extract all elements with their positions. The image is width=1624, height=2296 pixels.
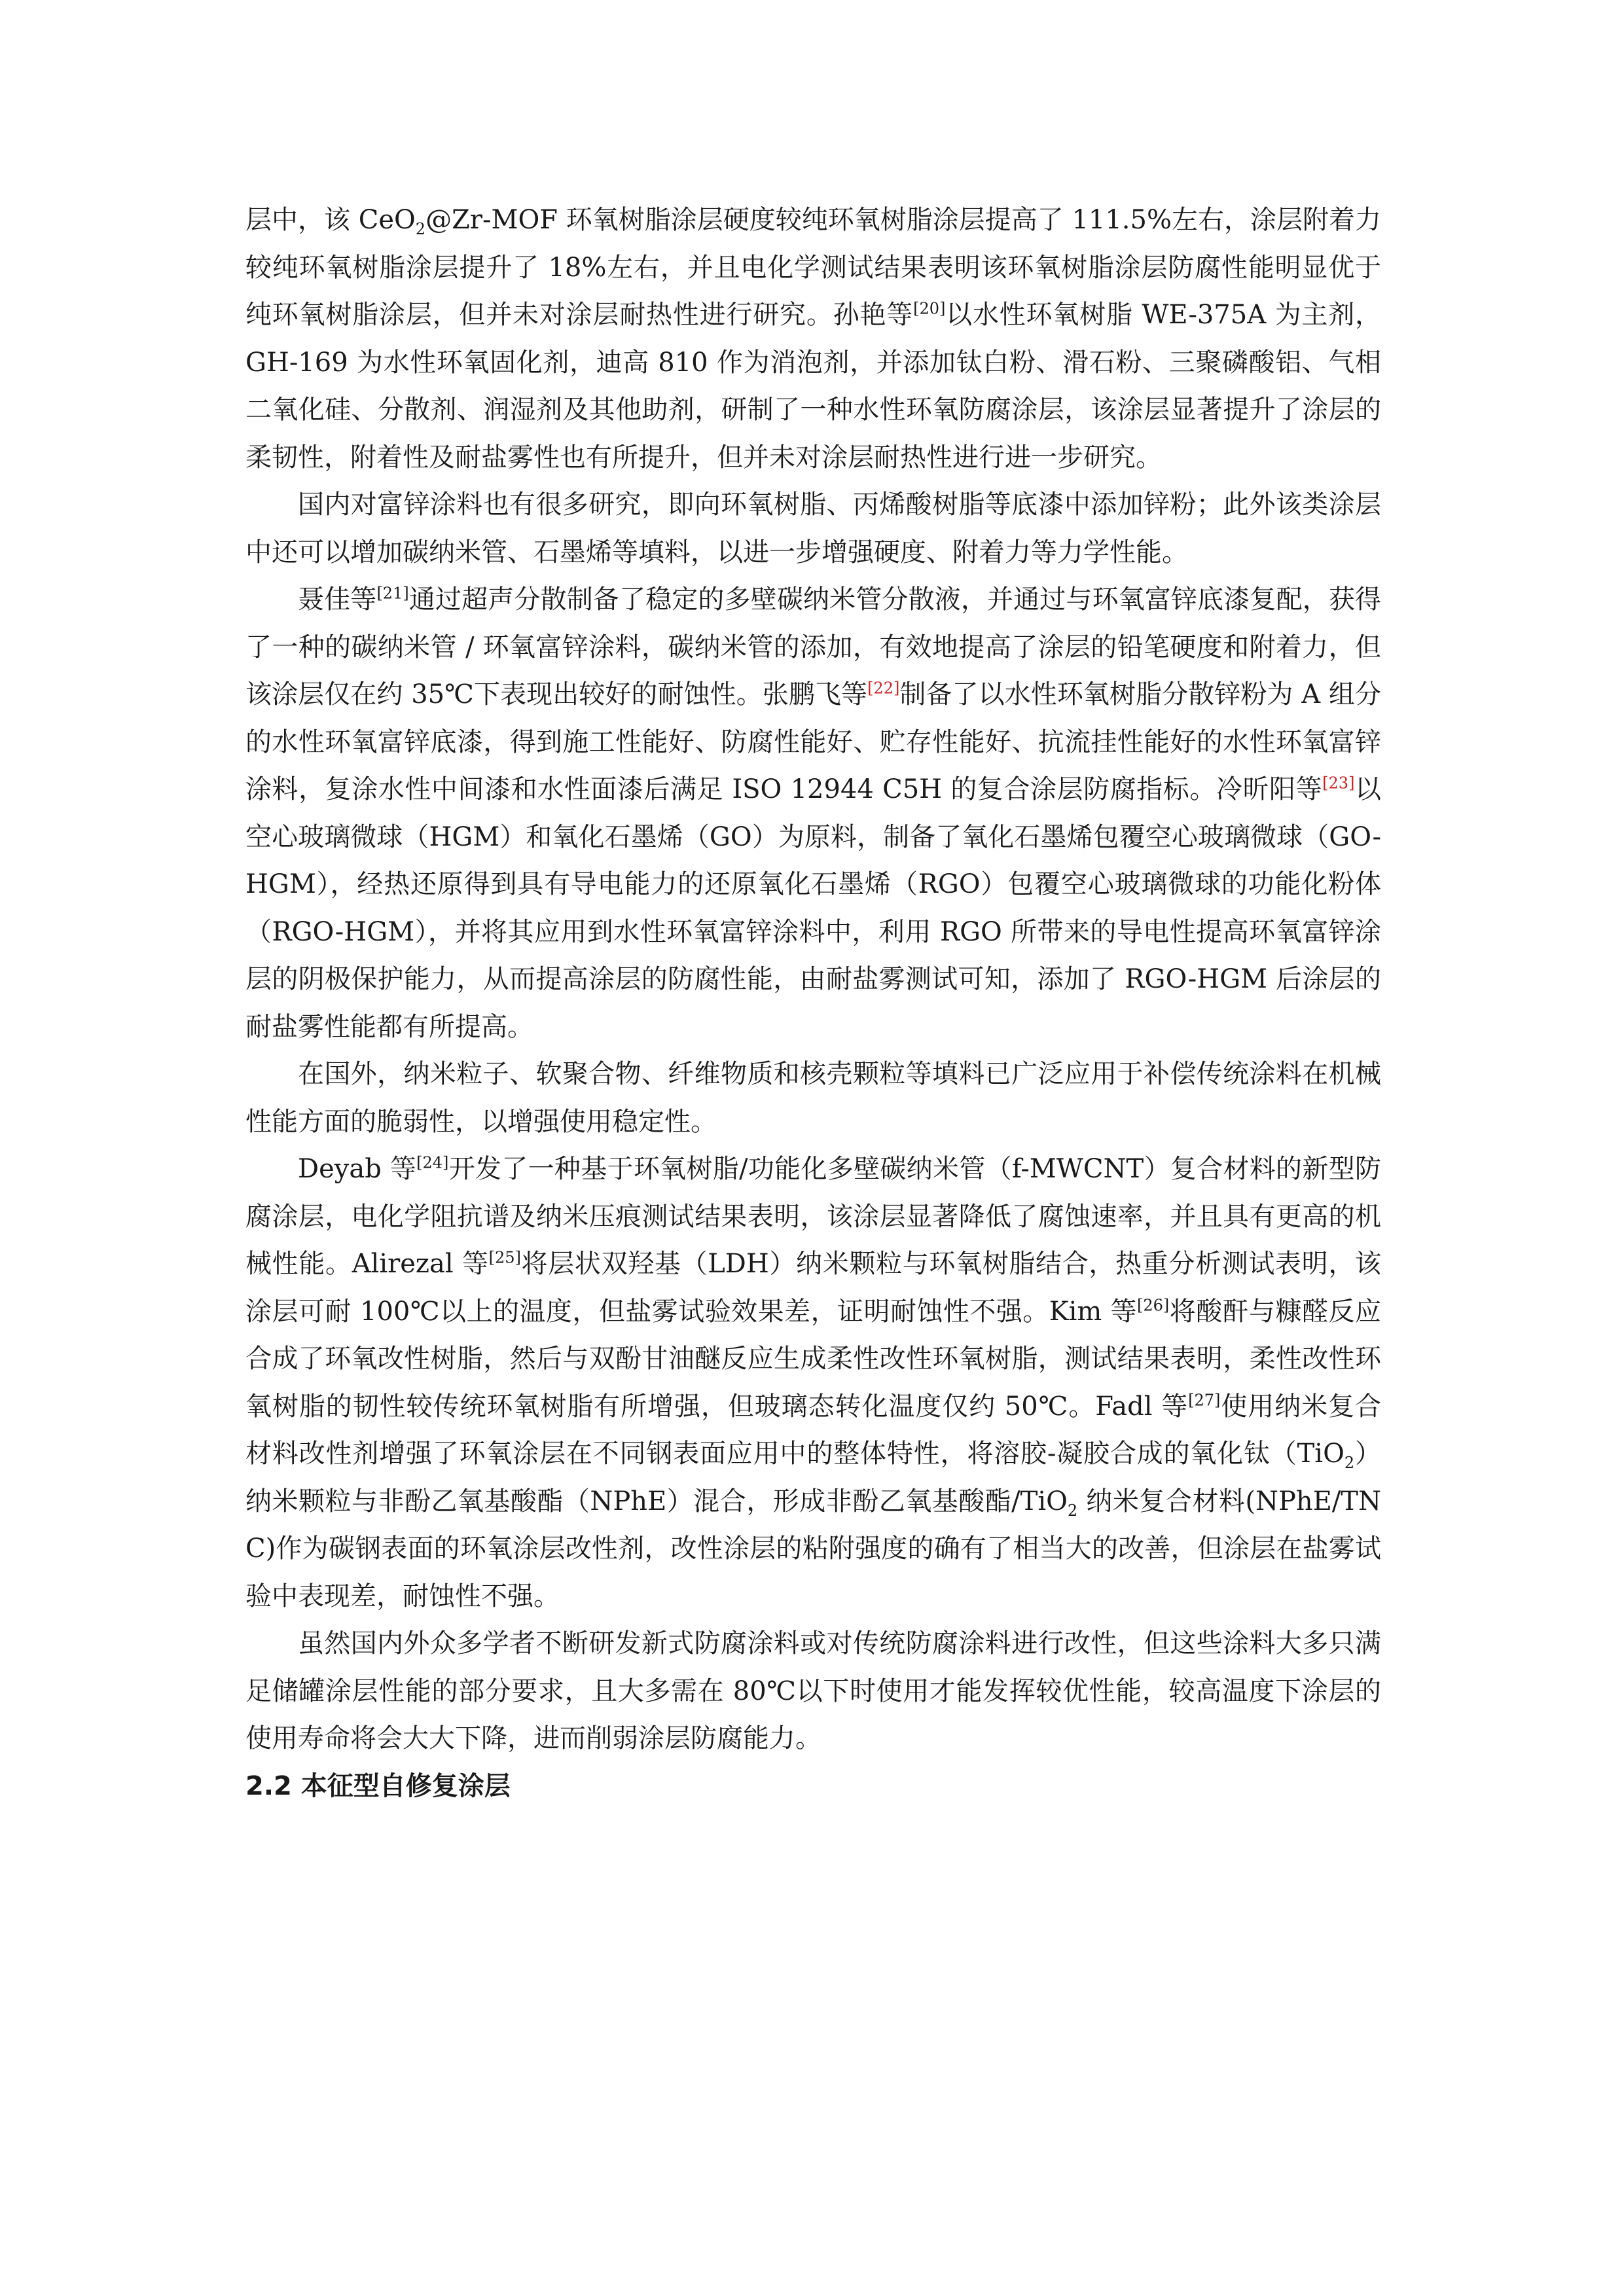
citation-ref: [27] bbox=[1188, 1391, 1221, 1410]
document-body bbox=[245, 196, 1381, 1810]
citation-ref: [25] bbox=[488, 1248, 521, 1267]
section-number: 2.2 bbox=[245, 1770, 292, 1801]
paragraph-zinc-rich-domestic: 国内对富锌涂料也有很多研究，即向环氧树脂、丙烯酸树脂等底漆中添加锌粉；此外该类涂层中还可以增加碳纳米管、石墨烯等填料，以进一步增强硬度、附着力等力学性能。 bbox=[245, 490, 1381, 567]
paragraph-summary: 虽然国内外众多学者不断研发新式防腐涂料或对传统防腐涂料进行改性，但这些涂料大多只满足储罐涂层性能的部分要求，且大多需在 80℃以下时使用才能发挥较优性能，较高温度下涂层的使用寿命将会大大下降，进而削弱涂层防腐能力。 bbox=[245, 1628, 1381, 1753]
paragraph-deyab: Deyab 等[24]开发了一种基于环氧树脂/功能化多壁碳纳米管（f-MWCNT）复合材料的新型防腐涂层，电化学阻抗谱及纳米压痕测试结果表明，该涂层显著降低了腐蚀速率，并且具有更高的机械性能。Alirezal 等[25]将层状双羟基（LDH）纳米颗粒与环氧树脂结合，热重分析测试表明，该涂层可耐 100℃以上的温度，但盐雾试验效果差，证明耐蚀性不强。Kim 等[26]将酸酐与糠醛反应合成了环氧改性树脂，然后与双酚甘油醚反应生成柔性改性环氧树脂，测试结果表明，柔性改性环氧树脂的韧性较传统环氧树脂有所增强，但玻璃态转化温度仅约 50℃。Fadl 等[27]使用纳米复合材料改性剂增强了环氧涂层在不同钢表面应用中的整体特性，将溶胶-凝胶合成的氧化钛（TiO$_2$）纳米颗粒与非酚乙氧基酸酯（NPhE）混合，形成非酚乙氧基酸酯/TiO$_2$ 纳米复合材料(NPhE/TNC)作为碳钢表面的环氧涂层改性剂，改性涂层的粘附强度的确有了相当大的改善，但涂层在盐雾试验中表现差，耐蚀性不强。 bbox=[245, 1153, 1382, 1611]
section-heading bbox=[245, 1763, 1381, 1810]
paragraph-nie-jia: 聂佳等[21]通过超声分散制备了稳定的多壁碳纳米管分散液，并通过与环氧富锌底漆复配，获得了一种的碳纳米管 / 环氧富锌涂料，碳纳米管的添加，有效地提高了涂层的铅笔硬度和附着力，但该涂层仅在约 35℃下表现出较好的耐蚀性。张鹏飞等[22]制备了以水性环氧树脂分散锌粉为 A 组分的水性环氧富锌底漆，得到施工性能好、防腐性能好、贮存性能好、抗流挂性能好的水性环氧富锌涂料，复涂水性中间漆和水性面漆后满足 ISO 12944 C5H 的复合涂层防腐指标。冷昕阳等[23]以空心玻璃微球（HGM）和氧化石墨烯（GO）为原料，制备了氧化石墨烯包覆空心玻璃微球（GO-HGM），经热还原得到具有导电能力的还原氧化石墨烯（RGO）包覆空心玻璃微球的功能化粉体（RGO-HGM），并将其应用到水性环氧富锌涂料中，利用 RGO 所带来的导电性提高环氧富锌涂层的阴极保护能力，从而提高涂层的防腐性能，由耐盐雾测试可知，添加了 RGO-HGM 后涂层的耐盐雾性能都有所提高。 bbox=[245, 584, 1382, 1042]
citation-ref-linked[interactable]: [22] bbox=[867, 679, 900, 698]
citation-ref: [20] bbox=[913, 299, 946, 318]
citation-ref: [21] bbox=[376, 584, 409, 603]
citation-ref: [24] bbox=[416, 1153, 449, 1172]
paragraph-foreign-fillers: 在国外，纳米粒子、软聚合物、纤维物质和核壳颗粒等填料已广泛应用于补偿传统涂料在机械性能方面的脆弱性，以增强使用稳定性。 bbox=[245, 1059, 1381, 1137]
citation-ref-linked[interactable]: [23] bbox=[1322, 774, 1355, 793]
citation-ref: [26] bbox=[1137, 1296, 1170, 1315]
section-title: 本征型自修复涂层 bbox=[300, 1770, 511, 1801]
paragraph-coeo2-continuation: 层中，该 CeO$_2$@Zr-MOF 环氧树脂涂层硬度较纯环氧树脂涂层提高了 111.5%左右，涂层附着力较纯环氧树脂涂层提升了 18%左右，并且电化学测试结果表明该环氧树脂涂层防腐性能明显优于纯环氧树脂涂层，但并未对涂层耐热性进行研究。孙艳等[20]以水性环氧树脂 WE-375A 为主剂，GH-169 为水性环氧固化剂，迪高 810 作为消泡剂，并添加钛白粉、滑石粉、三聚磷酸铝、气相二氧化硅、分散剂、润湿剂及其他助剂，研制了一种水性环氧防腐涂层，该涂层显著提升了涂层的柔韧性，附着性及耐盐雾性也有所提升，但并未对涂层耐热性进行进一步研究。 bbox=[245, 205, 1382, 473]
